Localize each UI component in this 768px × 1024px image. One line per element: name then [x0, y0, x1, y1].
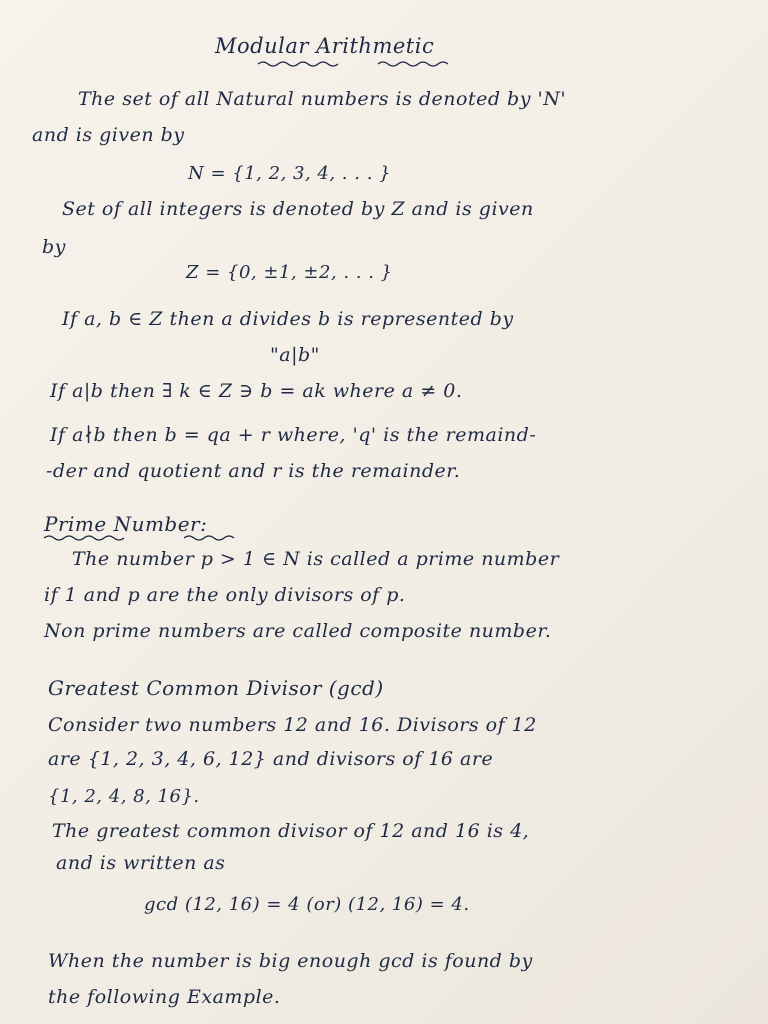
heading-gcd: Greatest Common Divisor (gcd)	[48, 676, 384, 700]
line-remainder: -der and quotient and r is the remainder.	[46, 460, 461, 482]
line-division-algorithm: If a∤b then b = qa + r where, 'q' is the remaind-	[50, 424, 537, 446]
page-title: Modular Arithmetic	[215, 34, 435, 58]
heading-prime-number: Prime Number:	[44, 512, 208, 536]
line-by: by	[42, 236, 66, 258]
line-integers: Set of all integers is denoted by Z and is given	[62, 198, 534, 220]
formula-gcd: gcd (12, 16) = 4 (or) (12, 16) = 4.	[144, 894, 470, 915]
line-prime-definition: The number p > 1 ∈ N is called a prime number	[72, 548, 560, 570]
set-integers: Z = {0, ±1, ±2, . . . }	[186, 262, 393, 283]
line-a-divides-b: "a|b"	[270, 344, 320, 366]
line-given-by: and is given by	[32, 124, 185, 146]
line-written-as: and is written as	[56, 852, 226, 874]
set-divisors-16: {1, 2, 4, 8, 16}.	[48, 786, 200, 807]
line-exists-k: If a|b then ∃ k ∈ Z ∋ b = ak where a ≠ 0.	[50, 380, 463, 402]
set-natural-numbers: N = {1, 2, 3, 4, . . . }	[188, 163, 392, 184]
line-divides: If a, b ∈ Z then a divides b is represented by	[62, 308, 514, 330]
line-only-divisors: if 1 and p are the only divisors of p.	[44, 584, 406, 606]
line-composite: Non prime numbers are called composite number.	[44, 620, 552, 642]
title-underline	[258, 60, 478, 68]
line-consider: Consider two numbers 12 and 16. Divisors of 12	[48, 714, 537, 736]
line-natural-numbers: The set of all Natural numbers is denoted by 'N'	[78, 88, 567, 110]
prime-heading-underline	[44, 534, 244, 542]
line-divisors-12: are {1, 2, 3, 4, 6, 12} and divisors of 16 are	[48, 748, 494, 770]
line-big-enough: When the number is big enough gcd is found by	[48, 950, 533, 972]
line-following-example: the following Example.	[48, 986, 281, 1008]
line-gcd-is-4: The greatest common divisor of 12 and 16 is 4,	[52, 820, 530, 842]
